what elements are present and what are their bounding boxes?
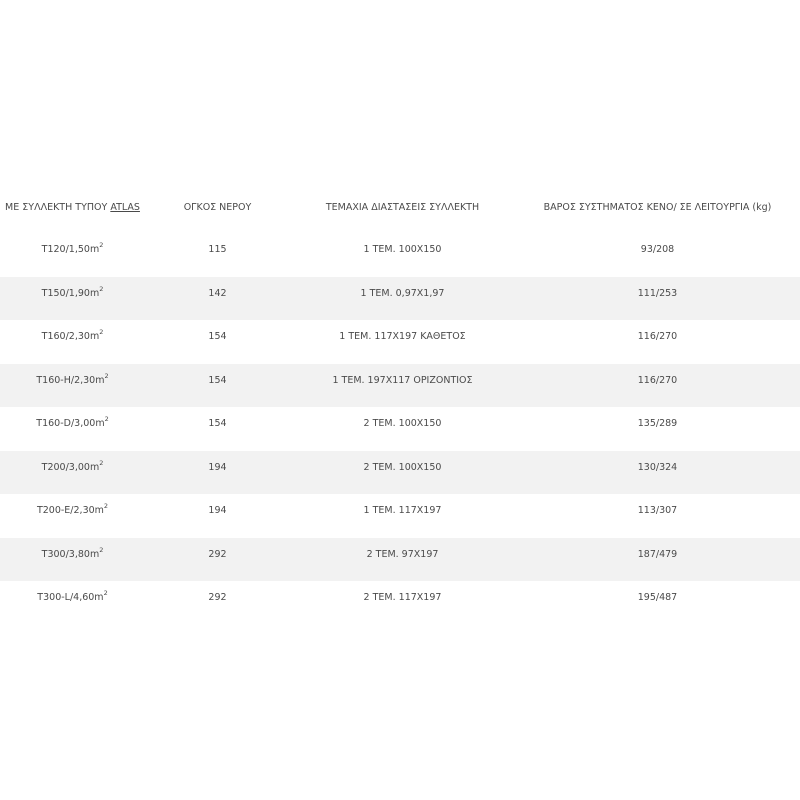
header-collector-prefix: ΜΕ ΣΥΛΛΕΚΤΗ ΤΥΠΟΥ [5,202,111,213]
model-unit-exponent: 2 [104,415,109,423]
cell-water-volume: 154 [208,418,227,429]
model-unit-exponent: 2 [99,328,104,336]
cell-water-volume: 194 [208,461,227,473]
cell-water-volume: 115 [208,244,227,255]
model-name: T300/3,80m [41,548,100,560]
cell-pieces-dimensions: 2 ΤΕΜ. 117Χ197 [363,592,442,603]
model-name: T120/1,50m [41,244,100,255]
cell-model [0,407,145,451]
model-name: T160/2,30m [41,331,100,342]
table-row [0,407,800,451]
model-unit-exponent: 2 [103,502,109,510]
model-unit-exponent: 2 [103,589,108,597]
table-row [0,538,800,582]
cell-model [0,451,145,495]
cell-system-weight: 93/208 [640,244,675,255]
table-row [0,494,800,538]
model-name: T300-L/4,60m [37,592,104,603]
header-row [0,190,800,233]
header-system-weight: ΒΑΡΟΣ ΣΥΣΤΗΜΑΤΟΣ ΚΕΝΟ/ ΣΕ ΛΕΙΤΟΥΡΓΙΑ (kg) [543,202,772,213]
cell-water-volume: 292 [208,592,227,603]
cell-water-volume: 154 [208,331,227,342]
cell-model [0,233,145,277]
cell-model [0,364,145,408]
model-unit-exponent: 2 [99,458,104,467]
brand-link[interactable]: ATLAS [110,202,140,213]
cell-water-volume: 142 [208,287,227,299]
table-row [0,233,800,277]
model-name: T160-D/3,00m [36,418,105,429]
cell-water-volume: 292 [208,548,227,560]
table-row [0,320,800,364]
cell-model [0,277,145,321]
header-pieces-dimensions: ΤΕΜΑΧΙΑ ΔΙΑΣΤΑΣΕΙΣ ΣΥΛΛΕΚΤΗ [325,202,480,213]
cell-model [0,538,145,582]
header-collector-type [0,190,145,233]
cell-system-weight: 135/289 [637,418,678,429]
cell-pieces-dimensions: 2 ΤΕΜ. 100Χ150 [363,461,442,473]
cell-system-weight: 111/253 [637,287,678,299]
model-unit-exponent: 2 [99,545,104,554]
cell-water-volume: 154 [208,374,227,386]
cell-system-weight: 116/270 [637,331,678,342]
cell-system-weight: 195/487 [637,592,678,603]
model-unit-exponent: 2 [99,284,104,293]
cell-model [0,320,145,364]
model-unit-exponent: 2 [104,371,109,380]
cell-pieces-dimensions: 1 ΤΕΜ. 100Χ150 [363,244,442,255]
table-header [0,190,800,233]
table-row [0,277,800,321]
model-unit-exponent: 2 [99,241,104,249]
cell-system-weight: 130/324 [637,461,678,473]
cell-model [0,581,145,625]
model-name: T200-E/2,30m [36,505,104,516]
header-water-volume: ΟΓΚΟΣ ΝΕΡΟΥ [183,202,252,213]
table-row [0,581,800,625]
table-body [0,233,800,625]
cell-pieces-dimensions: 1 ΤΕΜ. 117Χ197 ΚΑΘΕΤΟΣ [339,331,466,342]
cell-pieces-dimensions: 2 ΤΕΜ. 97Χ197 [366,548,439,560]
cell-pieces-dimensions: 1 ΤΕΜ. 197Χ117 ΟΡΙΖΟΝΤΙΟΣ [332,374,473,386]
table-row [0,364,800,408]
cell-model [0,494,145,538]
cell-pieces-dimensions: 1 ΤΕΜ. 0,97Χ1,97 [360,287,445,299]
table-row [0,451,800,495]
model-name: T200/3,00m [41,461,100,473]
cell-pieces-dimensions: 2 ΤΕΜ. 100Χ150 [363,418,442,429]
specs-table-container [0,190,800,625]
cell-system-weight: 187/479 [637,548,678,560]
cell-system-weight: 116/270 [637,374,678,386]
specs-table [0,190,800,625]
cell-pieces-dimensions: 1 ΤΕΜ. 117Χ197 [363,505,442,516]
cell-system-weight: 113/307 [637,505,678,516]
model-name: T150/1,90m [41,287,100,299]
model-name: T160-H/2,30m [36,374,105,386]
cell-water-volume: 194 [208,505,227,516]
